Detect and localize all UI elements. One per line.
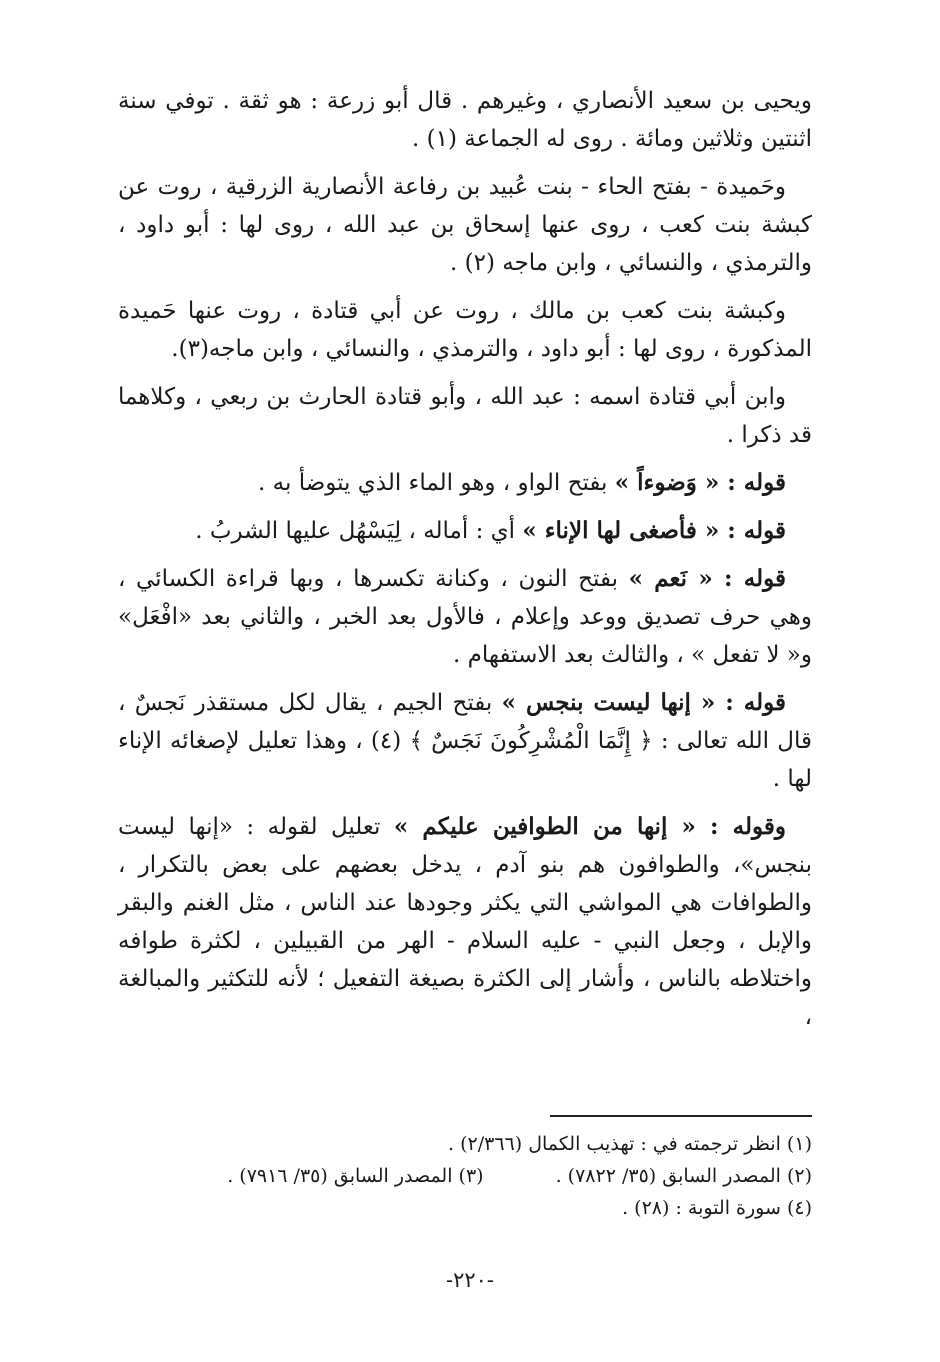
- paragraph-8-label: قوله : « إنها ليست بنجس »: [501, 689, 786, 716]
- footnote-row: [118, 1160, 812, 1192]
- paragraph-5-text: بفتح الواو ، وهو الماء الذي يتوضأ به .: [258, 470, 615, 496]
- paragraph-5-label: قوله : « وَضوءاً »: [614, 469, 786, 496]
- paragraph-1: [118, 82, 812, 158]
- paragraph-8-text: بفتح الجيم ، يقال لكل مستقذر نَجسٌ ، قال الله تعالى : ﴿ إِنَّمَا الْمُشْرِكُونَ نَجَسٌ ﴾ (٤) ، وهذا تعليل لإصغائه الإناء لها .: [118, 690, 812, 792]
- footnote-2: (٢) المصدر السابق (٣٥/ ٧٨٢٢) .: [555, 1165, 812, 1187]
- paragraph-6: [118, 512, 812, 550]
- paragraph-9-text: تعليل لقوله : «إنها ليست بنجس»، والطوافون هم بنو آدم ، يدخل بعضهم على بعض بالتكرار ، والطوافات هي المواشي التي يكثر وجودها عند الناس ، مثل الغنم والبقر والإبل ، وجعل النبي - عليه السلام - الهر من القبيلين ، لكثرة طوافه واختلاطه بالناس ، وأشار إلى الكثرة بصيغة التفعيل ؛ لأنه للتكثير والمبالغة ،: [118, 814, 812, 1030]
- footnote-1: (١) انظر ترجمته في : تهذيب الكمال (٢/٣٦٦) .: [448, 1133, 812, 1155]
- paragraph-7: [118, 560, 812, 674]
- footnote-3: (٣) المصدر السابق (٣٥/ ٧٩١٦) .: [227, 1165, 484, 1187]
- paragraph-4-text: وابن أبي قتادة اسمه : عبد الله ، وأبو قتادة الحارث بن ربعي ، وكلاهما قد ذكرا .: [118, 384, 812, 448]
- paragraph-7-text: بفتح النون ، وكنانة تكسرها ، وبها قراءة الكسائي ، وهي حرف تصديق ووعد وإعلام ، فالأول بعد الخبر ، والثاني بعد «افْعَل» و« لا تفعل » ، والثالث بعد الاستفهام .: [118, 566, 812, 668]
- paragraph-7-label: قوله : « نَعم »: [628, 565, 786, 592]
- paragraph-2: [118, 168, 812, 282]
- paragraph-5: [118, 464, 812, 502]
- paragraph-3: [118, 292, 812, 368]
- main-text: [118, 82, 812, 1046]
- paragraph-6-text: أي : أماله ، لِيَسْهُل عليها الشربُ .: [195, 518, 523, 544]
- page-number: -٢٢٠-: [445, 1268, 495, 1292]
- footnote-4: (٤) سورة التوبة : (٢٨) .: [622, 1197, 812, 1219]
- paragraph-4: [118, 378, 812, 454]
- paragraph-1-text: ويحيى بن سعيد الأنصاري ، وغيرهم . قال أبو زرعة : هو ثقة . توفي سنة اثنتين وثلاثين ومائة . روى له الجماعة (١) .: [118, 88, 812, 152]
- paragraph-9-label: وقوله : « إنها من الطوافين عليكم »: [393, 813, 786, 840]
- footnote-divider: [550, 1115, 812, 1117]
- paragraph-8: [118, 684, 812, 798]
- paragraph-2-text: وحَميدة - بفتح الحاء - بنت عُبيد بن رفاعة الأنصارية الزرقية ، روت عن كبشة بنت كعب ، روى عنها إسحاق بن عبد الله ، روى لها : أبو داود ، والترمذي ، والنسائي ، وابن ماجه (٢) .: [118, 174, 812, 276]
- paragraph-3-text: وكبشة بنت كعب بن مالك ، روت عن أبي قتادة ، روت عنها حَميدة المذكورة ، روى لها : أبو داود ، والترمذي ، والنسائي ، وابن ماجه(٣).: [118, 298, 812, 362]
- paragraph-9: [118, 808, 812, 1036]
- footnotes: [118, 1128, 812, 1224]
- paragraph-6-label: قوله : « فأصغى لها الإناء »: [522, 517, 786, 544]
